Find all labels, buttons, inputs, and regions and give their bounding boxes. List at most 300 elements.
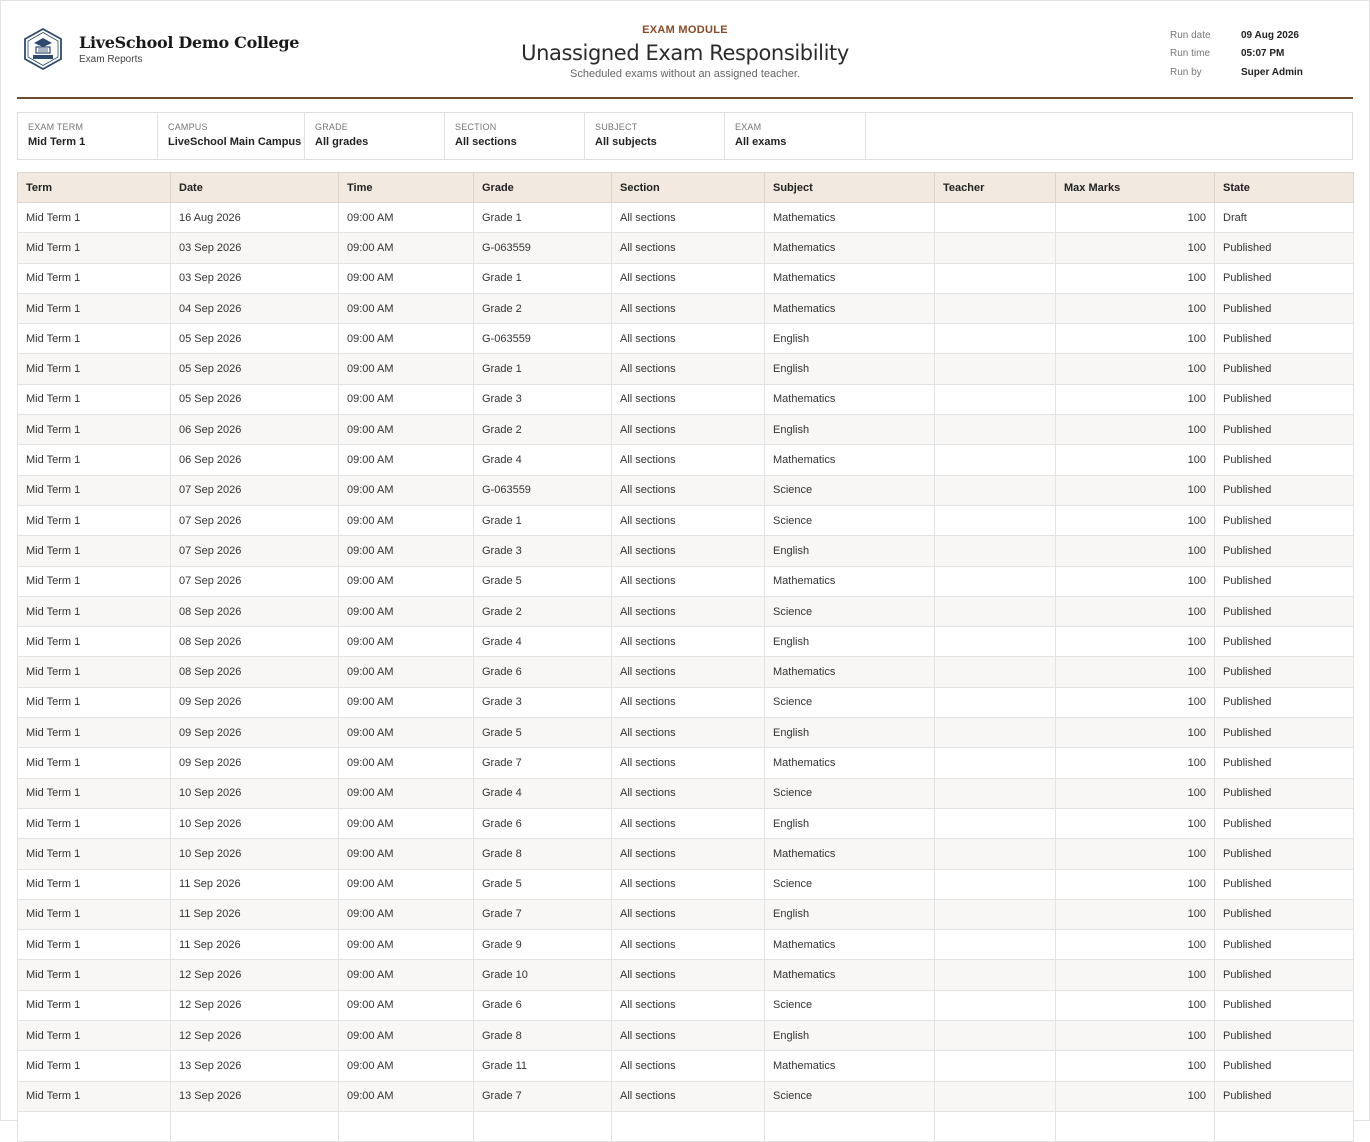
table-row bbox=[18, 596, 1354, 626]
table-body bbox=[18, 203, 1354, 1142]
cell-term: Mid Term 1 bbox=[18, 293, 171, 323]
cell-date: 09 Sep 2026 bbox=[171, 687, 339, 717]
cell-term: Mid Term 1 bbox=[18, 263, 171, 293]
filter-campus bbox=[158, 113, 305, 159]
cell-term: Mid Term 1 bbox=[18, 899, 171, 929]
cell-state: Published bbox=[1215, 687, 1354, 717]
cell-time: 09:00 AM bbox=[339, 930, 474, 960]
cell-subject: Mathematics bbox=[765, 839, 935, 869]
cell-term: Mid Term 1 bbox=[18, 1021, 171, 1051]
cell-section: All sections bbox=[612, 324, 765, 354]
cell-subject: Science bbox=[765, 596, 935, 626]
cell-state: Published bbox=[1215, 899, 1354, 929]
cell-date: 07 Sep 2026 bbox=[171, 566, 339, 596]
cell-section: All sections bbox=[612, 445, 765, 475]
cell-term: Mid Term 1 bbox=[18, 960, 171, 990]
cell-state: Published bbox=[1215, 293, 1354, 323]
cell-date: 11 Sep 2026 bbox=[171, 869, 339, 899]
filter-label: SECTION bbox=[455, 122, 497, 132]
cell-date: 10 Sep 2026 bbox=[171, 778, 339, 808]
cell-teacher bbox=[935, 899, 1056, 929]
cell-time: 09:00 AM bbox=[339, 960, 474, 990]
cell-time: 09:00 AM bbox=[339, 778, 474, 808]
column-header-teacher: Teacher bbox=[935, 173, 1056, 203]
table-row bbox=[18, 324, 1354, 354]
cell-time: 09:00 AM bbox=[339, 899, 474, 929]
cell-time: 09:00 AM bbox=[339, 354, 474, 384]
filter-label: EXAM TERM bbox=[28, 122, 84, 132]
cell-teacher bbox=[935, 233, 1056, 263]
cell-subject: Science bbox=[765, 687, 935, 717]
cell-section: All sections bbox=[612, 475, 765, 505]
cell-time: 09:00 AM bbox=[339, 384, 474, 414]
table-row bbox=[18, 960, 1354, 990]
filter-label: SUBJECT bbox=[595, 122, 638, 132]
cell-state bbox=[1215, 1111, 1354, 1141]
cell-date bbox=[171, 1111, 339, 1141]
cell-grade: Grade 10 bbox=[474, 960, 612, 990]
cell-subject: Mathematics bbox=[765, 657, 935, 687]
cell-section: All sections bbox=[612, 596, 765, 626]
cell-section: All sections bbox=[612, 536, 765, 566]
cell-max-marks: 100 bbox=[1056, 233, 1215, 263]
cell-grade: Grade 6 bbox=[474, 990, 612, 1020]
run-time-label: Run time bbox=[1170, 48, 1211, 60]
cell-subject: Mathematics bbox=[765, 960, 935, 990]
cell-subject: Mathematics bbox=[765, 1051, 935, 1081]
cell-grade: Grade 7 bbox=[474, 899, 612, 929]
column-header-date: Date bbox=[171, 173, 339, 203]
cell-state: Published bbox=[1215, 990, 1354, 1020]
cell-term: Mid Term 1 bbox=[18, 748, 171, 778]
cell-max-marks: 100 bbox=[1056, 899, 1215, 929]
cell-state: Published bbox=[1215, 960, 1354, 990]
filter-value: All exams bbox=[735, 136, 787, 148]
cell-term: Mid Term 1 bbox=[18, 657, 171, 687]
cell-time: 09:00 AM bbox=[339, 203, 474, 233]
cell-date: 07 Sep 2026 bbox=[171, 505, 339, 535]
column-header-time: Time bbox=[339, 173, 474, 203]
run-date-row bbox=[1170, 26, 1303, 45]
table-row bbox=[18, 808, 1354, 838]
filter-value: LiveSchool Main Campus bbox=[168, 136, 302, 148]
cell-teacher bbox=[935, 778, 1056, 808]
cell-time: 09:00 AM bbox=[339, 1021, 474, 1051]
cell-teacher bbox=[935, 657, 1056, 687]
cell-teacher bbox=[935, 687, 1056, 717]
cell-date: 13 Sep 2026 bbox=[171, 1081, 339, 1111]
cell-date: 16 Aug 2026 bbox=[171, 203, 339, 233]
cell-state: Published bbox=[1215, 324, 1354, 354]
cell-date: 05 Sep 2026 bbox=[171, 384, 339, 414]
cell-time: 09:00 AM bbox=[339, 566, 474, 596]
cell-section: All sections bbox=[612, 233, 765, 263]
cell-grade: G-063559 bbox=[474, 475, 612, 505]
cell-max-marks: 100 bbox=[1056, 203, 1215, 233]
cell-subject: English bbox=[765, 899, 935, 929]
cell-teacher bbox=[935, 596, 1056, 626]
cell-term: Mid Term 1 bbox=[18, 687, 171, 717]
report-subtitle: Scheduled exams without an assigned teacher. bbox=[570, 68, 800, 80]
cell-state: Published bbox=[1215, 808, 1354, 838]
cell-term: Mid Term 1 bbox=[18, 566, 171, 596]
cell-time: 09:00 AM bbox=[339, 475, 474, 505]
filter-section bbox=[445, 113, 585, 159]
cell-teacher bbox=[935, 960, 1056, 990]
cell-grade: Grade 7 bbox=[474, 748, 612, 778]
cell-grade bbox=[474, 1111, 612, 1141]
cell-section: All sections bbox=[612, 718, 765, 748]
cell-subject: English bbox=[765, 324, 935, 354]
cell-max-marks: 100 bbox=[1056, 748, 1215, 778]
cell-section: All sections bbox=[612, 263, 765, 293]
filter-grade bbox=[305, 113, 445, 159]
column-header-subject: Subject bbox=[765, 173, 935, 203]
cell-grade: Grade 11 bbox=[474, 1051, 612, 1081]
cell-max-marks: 100 bbox=[1056, 869, 1215, 899]
cell-date: 13 Sep 2026 bbox=[171, 1051, 339, 1081]
cell-date: 05 Sep 2026 bbox=[171, 324, 339, 354]
cell-grade: Grade 7 bbox=[474, 1081, 612, 1111]
module-label: EXAM MODULE bbox=[642, 24, 728, 36]
table-row bbox=[18, 1051, 1354, 1081]
cell-teacher bbox=[935, 445, 1056, 475]
cell-grade: Grade 4 bbox=[474, 445, 612, 475]
cell-date: 03 Sep 2026 bbox=[171, 263, 339, 293]
report-title: Unassigned Exam Responsibility bbox=[521, 41, 849, 65]
cell-state: Published bbox=[1215, 1051, 1354, 1081]
cell-term bbox=[18, 1111, 171, 1141]
run-by-label: Run by bbox=[1170, 66, 1202, 78]
cell-grade: Grade 5 bbox=[474, 718, 612, 748]
title-block bbox=[17, 24, 1353, 80]
cell-date: 05 Sep 2026 bbox=[171, 354, 339, 384]
cell-teacher bbox=[935, 263, 1056, 293]
cell-state: Published bbox=[1215, 263, 1354, 293]
cell-term: Mid Term 1 bbox=[18, 203, 171, 233]
cell-term: Mid Term 1 bbox=[18, 1051, 171, 1081]
cell-grade: Grade 1 bbox=[474, 505, 612, 535]
cell-max-marks: 100 bbox=[1056, 596, 1215, 626]
cell-state: Published bbox=[1215, 657, 1354, 687]
cell-date: 07 Sep 2026 bbox=[171, 536, 339, 566]
cell-state: Published bbox=[1215, 354, 1354, 384]
cell-max-marks: 100 bbox=[1056, 324, 1215, 354]
cell-subject: Mathematics bbox=[765, 930, 935, 960]
cell-term: Mid Term 1 bbox=[18, 930, 171, 960]
cell-max-marks: 100 bbox=[1056, 263, 1215, 293]
cell-time: 09:00 AM bbox=[339, 1081, 474, 1111]
cell-term: Mid Term 1 bbox=[18, 839, 171, 869]
column-header-grade: Grade bbox=[474, 173, 612, 203]
cell-teacher bbox=[935, 627, 1056, 657]
cell-max-marks: 100 bbox=[1056, 687, 1215, 717]
cell-date: 12 Sep 2026 bbox=[171, 990, 339, 1020]
cell-teacher bbox=[935, 415, 1056, 445]
cell-section: All sections bbox=[612, 203, 765, 233]
cell-teacher bbox=[935, 324, 1056, 354]
table-row bbox=[18, 293, 1354, 323]
cell-section: All sections bbox=[612, 990, 765, 1020]
cell-teacher bbox=[935, 475, 1056, 505]
table-header-row bbox=[18, 173, 1354, 203]
cell-time: 09:00 AM bbox=[339, 839, 474, 869]
cell-max-marks: 100 bbox=[1056, 718, 1215, 748]
cell-subject bbox=[765, 1111, 935, 1141]
cell-grade: Grade 1 bbox=[474, 203, 612, 233]
cell-section: All sections bbox=[612, 354, 765, 384]
cell-section: All sections bbox=[612, 566, 765, 596]
cell-teacher bbox=[935, 505, 1056, 535]
cell-section: All sections bbox=[612, 930, 765, 960]
filter-value: Mid Term 1 bbox=[28, 136, 86, 148]
table-row bbox=[18, 566, 1354, 596]
cell-time: 09:00 AM bbox=[339, 596, 474, 626]
cell-time: 09:00 AM bbox=[339, 657, 474, 687]
cell-date: 08 Sep 2026 bbox=[171, 596, 339, 626]
cell-subject: English bbox=[765, 1021, 935, 1051]
cell-section: All sections bbox=[612, 293, 765, 323]
cell-date: 08 Sep 2026 bbox=[171, 627, 339, 657]
table-row bbox=[18, 627, 1354, 657]
cell-max-marks: 100 bbox=[1056, 1021, 1215, 1051]
cell-subject: English bbox=[765, 536, 935, 566]
cell-subject: Science bbox=[765, 869, 935, 899]
cell-date: 10 Sep 2026 bbox=[171, 839, 339, 869]
cell-teacher bbox=[935, 1111, 1056, 1141]
cell-date: 07 Sep 2026 bbox=[171, 475, 339, 505]
cell-max-marks: 100 bbox=[1056, 778, 1215, 808]
filter-value: All sections bbox=[455, 136, 517, 148]
cell-max-marks: 100 bbox=[1056, 445, 1215, 475]
table-row bbox=[18, 778, 1354, 808]
cell-time: 09:00 AM bbox=[339, 445, 474, 475]
cell-section: All sections bbox=[612, 1051, 765, 1081]
exam-table-container bbox=[17, 172, 1353, 1142]
cell-time: 09:00 AM bbox=[339, 415, 474, 445]
cell-time: 09:00 AM bbox=[339, 718, 474, 748]
cell-time: 09:00 AM bbox=[339, 1051, 474, 1081]
table-row bbox=[18, 233, 1354, 263]
cell-teacher bbox=[935, 869, 1056, 899]
cell-subject: Mathematics bbox=[765, 263, 935, 293]
run-date-value: 09 Aug 2026 bbox=[1241, 29, 1299, 41]
cell-time: 09:00 AM bbox=[339, 808, 474, 838]
cell-subject: Science bbox=[765, 990, 935, 1020]
cell-section: All sections bbox=[612, 778, 765, 808]
cell-grade: Grade 3 bbox=[474, 536, 612, 566]
cell-teacher bbox=[935, 203, 1056, 233]
cell-state: Published bbox=[1215, 475, 1354, 505]
cell-state: Published bbox=[1215, 536, 1354, 566]
cell-state: Published bbox=[1215, 930, 1354, 960]
cell-term: Mid Term 1 bbox=[18, 536, 171, 566]
cell-time: 09:00 AM bbox=[339, 505, 474, 535]
cell-grade: Grade 4 bbox=[474, 627, 612, 657]
cell-grade: G-063559 bbox=[474, 233, 612, 263]
cell-time: 09:00 AM bbox=[339, 748, 474, 778]
cell-time: 09:00 AM bbox=[339, 627, 474, 657]
cell-state: Published bbox=[1215, 445, 1354, 475]
table-row bbox=[18, 839, 1354, 869]
cell-subject: Mathematics bbox=[765, 384, 935, 414]
cell-teacher bbox=[935, 930, 1056, 960]
cell-max-marks: 100 bbox=[1056, 990, 1215, 1020]
cell-max-marks: 100 bbox=[1056, 415, 1215, 445]
cell-subject: English bbox=[765, 415, 935, 445]
cell-grade: Grade 4 bbox=[474, 778, 612, 808]
filter-value: All subjects bbox=[595, 136, 657, 148]
cell-grade: Grade 9 bbox=[474, 930, 612, 960]
cell-date: 12 Sep 2026 bbox=[171, 1021, 339, 1051]
cell-state: Published bbox=[1215, 778, 1354, 808]
table-row bbox=[18, 445, 1354, 475]
cell-term: Mid Term 1 bbox=[18, 778, 171, 808]
cell-state: Published bbox=[1215, 596, 1354, 626]
cell-max-marks bbox=[1056, 1111, 1215, 1141]
cell-max-marks: 100 bbox=[1056, 808, 1215, 838]
cell-teacher bbox=[935, 990, 1056, 1020]
cell-teacher bbox=[935, 839, 1056, 869]
cell-section: All sections bbox=[612, 505, 765, 535]
cell-term: Mid Term 1 bbox=[18, 415, 171, 445]
cell-teacher bbox=[935, 354, 1056, 384]
cell-state: Draft bbox=[1215, 203, 1354, 233]
cell-section: All sections bbox=[612, 687, 765, 717]
table-row bbox=[18, 990, 1354, 1020]
cell-subject: Mathematics bbox=[765, 748, 935, 778]
cell-subject: Science bbox=[765, 778, 935, 808]
cell-term: Mid Term 1 bbox=[18, 718, 171, 748]
cell-time: 09:00 AM bbox=[339, 687, 474, 717]
cell-date: 11 Sep 2026 bbox=[171, 899, 339, 929]
run-date-label: Run date bbox=[1170, 29, 1211, 41]
table-row bbox=[18, 1111, 1354, 1141]
cell-date: 06 Sep 2026 bbox=[171, 415, 339, 445]
cell-grade: Grade 1 bbox=[474, 354, 612, 384]
cell-grade: Grade 2 bbox=[474, 596, 612, 626]
table-row bbox=[18, 930, 1354, 960]
cell-grade: Grade 8 bbox=[474, 1021, 612, 1051]
table-row bbox=[18, 203, 1354, 233]
cell-subject: English bbox=[765, 808, 935, 838]
cell-teacher bbox=[935, 748, 1056, 778]
cell-grade: Grade 1 bbox=[474, 263, 612, 293]
cell-section: All sections bbox=[612, 657, 765, 687]
cell-date: 06 Sep 2026 bbox=[171, 445, 339, 475]
cell-teacher bbox=[935, 808, 1056, 838]
cell-grade: Grade 3 bbox=[474, 384, 612, 414]
cell-max-marks: 100 bbox=[1056, 293, 1215, 323]
table-row bbox=[18, 1081, 1354, 1111]
cell-subject: Science bbox=[765, 1081, 935, 1111]
table-row bbox=[18, 354, 1354, 384]
cell-subject: Science bbox=[765, 475, 935, 505]
cell-grade: Grade 3 bbox=[474, 687, 612, 717]
cell-max-marks: 100 bbox=[1056, 536, 1215, 566]
filter-subject bbox=[585, 113, 725, 159]
table-row bbox=[18, 869, 1354, 899]
cell-grade: Grade 8 bbox=[474, 839, 612, 869]
column-header-state: State bbox=[1215, 173, 1354, 203]
cell-grade: Grade 5 bbox=[474, 869, 612, 899]
cell-teacher bbox=[935, 1081, 1056, 1111]
cell-state: Published bbox=[1215, 1081, 1354, 1111]
cell-grade: Grade 6 bbox=[474, 657, 612, 687]
run-by-value: Super Admin bbox=[1241, 66, 1303, 78]
cell-term: Mid Term 1 bbox=[18, 1081, 171, 1111]
cell-state: Published bbox=[1215, 233, 1354, 263]
cell-date: 03 Sep 2026 bbox=[171, 233, 339, 263]
cell-term: Mid Term 1 bbox=[18, 627, 171, 657]
cell-term: Mid Term 1 bbox=[18, 233, 171, 263]
table-row bbox=[18, 505, 1354, 535]
cell-time: 09:00 AM bbox=[339, 233, 474, 263]
cell-term: Mid Term 1 bbox=[18, 990, 171, 1020]
cell-max-marks: 100 bbox=[1056, 627, 1215, 657]
cell-date: 12 Sep 2026 bbox=[171, 960, 339, 990]
cell-section: All sections bbox=[612, 869, 765, 899]
college-name: LiveSchool Demo College bbox=[79, 33, 300, 52]
cell-term: Mid Term 1 bbox=[18, 808, 171, 838]
cell-section: All sections bbox=[612, 748, 765, 778]
table-row bbox=[18, 475, 1354, 505]
cell-term: Mid Term 1 bbox=[18, 384, 171, 414]
cell-term: Mid Term 1 bbox=[18, 475, 171, 505]
cell-teacher bbox=[935, 536, 1056, 566]
unassigned-exams-table bbox=[17, 172, 1354, 1142]
table-row bbox=[18, 899, 1354, 929]
cell-section: All sections bbox=[612, 415, 765, 445]
table-row bbox=[18, 415, 1354, 445]
cell-section: All sections bbox=[612, 899, 765, 929]
cell-grade: Grade 5 bbox=[474, 566, 612, 596]
filter-exam-term bbox=[18, 113, 158, 159]
cell-grade: G-063559 bbox=[474, 324, 612, 354]
cell-time: 09:00 AM bbox=[339, 263, 474, 293]
column-header-term: Term bbox=[18, 173, 171, 203]
cell-state: Published bbox=[1215, 718, 1354, 748]
cell-time: 09:00 AM bbox=[339, 869, 474, 899]
table-row bbox=[18, 657, 1354, 687]
cell-section bbox=[612, 1111, 765, 1141]
run-time-value: 05:07 PM bbox=[1241, 48, 1285, 60]
cell-state: Published bbox=[1215, 384, 1354, 414]
cell-term: Mid Term 1 bbox=[18, 505, 171, 535]
cell-grade: Grade 2 bbox=[474, 293, 612, 323]
cell-state: Published bbox=[1215, 869, 1354, 899]
cell-section: All sections bbox=[612, 960, 765, 990]
cell-state: Published bbox=[1215, 748, 1354, 778]
run-by-row bbox=[1170, 63, 1303, 82]
cell-term: Mid Term 1 bbox=[18, 354, 171, 384]
cell-time: 09:00 AM bbox=[339, 536, 474, 566]
cell-max-marks: 100 bbox=[1056, 1051, 1215, 1081]
cell-term: Mid Term 1 bbox=[18, 324, 171, 354]
cell-subject: English bbox=[765, 627, 935, 657]
cell-time: 09:00 AM bbox=[339, 990, 474, 1020]
cell-state: Published bbox=[1215, 415, 1354, 445]
cell-teacher bbox=[935, 566, 1056, 596]
cell-max-marks: 100 bbox=[1056, 960, 1215, 990]
cell-teacher bbox=[935, 1051, 1056, 1081]
cell-time bbox=[339, 1111, 474, 1141]
table-row bbox=[18, 718, 1354, 748]
cell-subject: Mathematics bbox=[765, 233, 935, 263]
cell-grade: Grade 6 bbox=[474, 808, 612, 838]
cell-subject: Mathematics bbox=[765, 203, 935, 233]
table-row bbox=[18, 1021, 1354, 1051]
